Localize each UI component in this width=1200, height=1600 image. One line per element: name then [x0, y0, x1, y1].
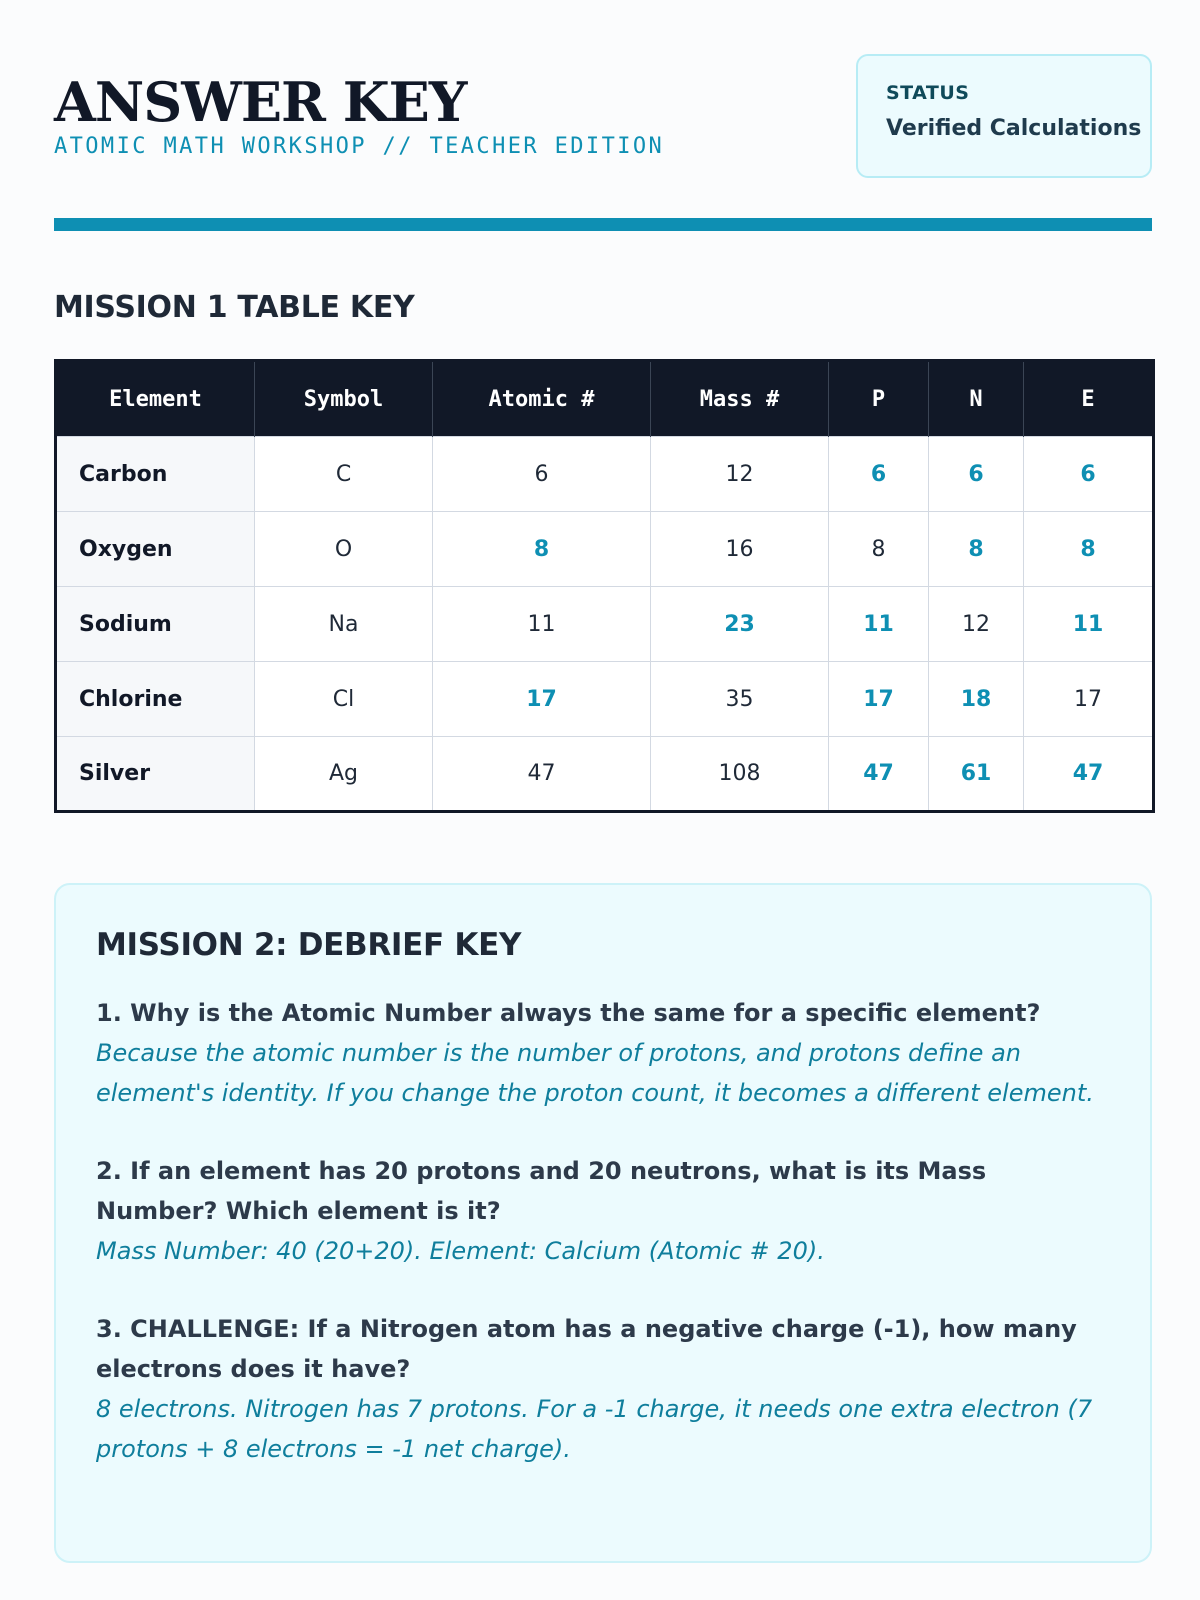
debrief-item [96, 993, 1110, 1113]
table-cell: Sodium [56, 587, 255, 662]
header-divider [54, 218, 1152, 231]
mission2-title: MISSION 2: DEBRIEF KEY [96, 927, 522, 963]
table-cell: Carbon [56, 437, 255, 512]
page-subtitle: ATOMIC MATH WORKSHOP // TEACHER EDITION [54, 134, 665, 159]
status-value: Verified Calculations [886, 116, 1142, 141]
mission1-title: MISSION 1 TABLE KEY [54, 290, 415, 325]
status-box [856, 54, 1152, 178]
table-row [56, 737, 1154, 812]
debrief-panel [54, 883, 1152, 1563]
table-cell: C [255, 437, 433, 512]
table-cell: 61 [929, 737, 1024, 812]
table-cell: 17 [1024, 662, 1154, 737]
table-cell: 35 [651, 662, 829, 737]
table-cell: 6 [1024, 437, 1154, 512]
table-cell: 47 [1024, 737, 1154, 812]
table-cell: 11 [433, 587, 651, 662]
table-row [56, 437, 1154, 512]
page-title: ANSWER KEY [54, 70, 467, 134]
table-cell: Silver [56, 737, 255, 812]
table-cell: 8 [1024, 512, 1154, 587]
table-row [56, 662, 1154, 737]
column-header: Atomic # [433, 361, 651, 437]
table-cell: 17 [829, 662, 929, 737]
table-cell: 8 [829, 512, 929, 587]
table-cell: 108 [651, 737, 829, 812]
debrief-question: 1. Why is the Atomic Number always the same for a specific element? [96, 999, 1041, 1027]
status-label: STATUS [886, 82, 970, 104]
column-header: Mass # [651, 361, 829, 437]
header [54, 54, 1152, 232]
table-cell: 12 [651, 437, 829, 512]
table-cell: 18 [929, 662, 1024, 737]
table-cell: 16 [651, 512, 829, 587]
table-cell: 23 [651, 587, 829, 662]
column-header: N [929, 361, 1024, 437]
debrief-answer: Mass Number: 40 (20+20). Element: Calcium (Atomic # 20). [96, 1237, 825, 1265]
table-cell: Cl [255, 662, 433, 737]
debrief-answer: Because the atomic number is the number of protons, and protons define an element's identity. If you change the proton count, it becomes a different element. [96, 1039, 1094, 1107]
table-cell: Chlorine [56, 662, 255, 737]
debrief-question: 3. CHALLENGE: If a Nitrogen atom has a negative charge (-1), how many electrons does it have? [96, 1315, 1077, 1383]
column-header: E [1024, 361, 1154, 437]
table-cell: Ag [255, 737, 433, 812]
table-cell: 11 [829, 587, 929, 662]
column-header: Symbol [255, 361, 433, 437]
table-cell: 12 [929, 587, 1024, 662]
table-cell: 47 [829, 737, 929, 812]
debrief-item [96, 1151, 1110, 1271]
debrief-question: 2. If an element has 20 protons and 20 neutrons, what is its Mass Number? Which element is it? [96, 1157, 987, 1225]
answer-table [54, 359, 1155, 813]
debrief-item [96, 1309, 1110, 1469]
column-header: P [829, 361, 929, 437]
table-cell: 6 [829, 437, 929, 512]
table-cell: O [255, 512, 433, 587]
table-row [56, 587, 1154, 662]
table-cell: 8 [433, 512, 651, 587]
debrief-answer: 8 electrons. Nitrogen has 7 protons. For a -1 charge, it needs one extra electron (7 protons + 8 electrons = -1 net charge). [96, 1395, 1093, 1463]
table-row [56, 512, 1154, 587]
table-cell: 17 [433, 662, 651, 737]
table-cell: 47 [433, 737, 651, 812]
table-cell: Na [255, 587, 433, 662]
table-header-row [56, 361, 1154, 437]
table-cell: 8 [929, 512, 1024, 587]
table-cell: 11 [1024, 587, 1154, 662]
table-cell: Oxygen [56, 512, 255, 587]
column-header: Element [56, 361, 255, 437]
table-cell: 6 [929, 437, 1024, 512]
table-cell: 6 [433, 437, 651, 512]
